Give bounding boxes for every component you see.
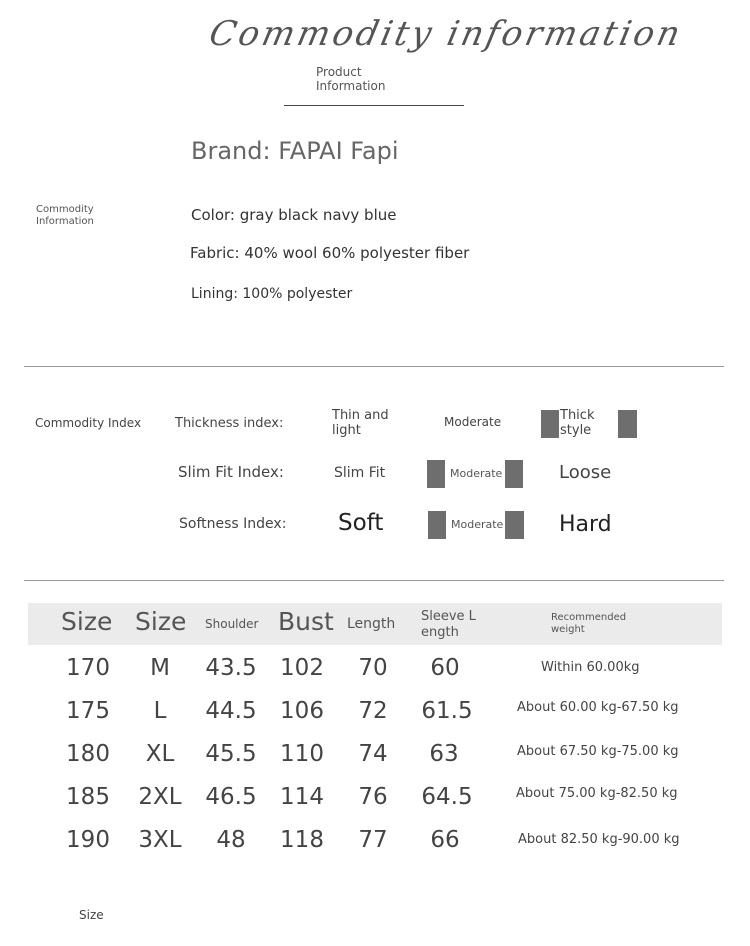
header-sleeve-length: Sleeve L ength <box>421 609 476 640</box>
cell-shoulder: 44.5 <box>205 698 257 724</box>
section-divider <box>24 580 724 581</box>
thickness-low: Thin and light <box>332 408 389 438</box>
subtitle: Product Information <box>316 65 386 93</box>
softness-mid: Moderate <box>451 518 504 531</box>
cell-length: 77 <box>358 827 388 853</box>
thickness-mid: Moderate <box>444 415 502 429</box>
cell-height: 190 <box>66 827 110 853</box>
cell-weight: About 67.50 kg-75.00 kg <box>517 744 679 759</box>
cell-weight: Within 60.00kg <box>541 660 640 675</box>
cell-weight: About 75.00 kg-82.50 kg <box>516 786 678 801</box>
cell-shoulder: 45.5 <box>205 741 257 767</box>
softness-label: Softness Index: <box>179 516 287 532</box>
cell-size: XL <box>145 741 175 767</box>
script-title: Commodity information <box>205 14 687 54</box>
thickness-marker-left <box>541 410 559 438</box>
header-size: Size <box>61 607 113 636</box>
softness-low: Soft <box>338 510 384 536</box>
cell-height: 180 <box>66 741 110 767</box>
footer-size-label: Size <box>79 908 104 922</box>
cell-length: 72 <box>358 698 388 724</box>
fit-high: Loose <box>559 462 612 483</box>
fit-low: Slim Fit <box>334 465 386 481</box>
cell-sleeve: 64.5 <box>421 784 473 810</box>
softness-marker-right <box>505 511 524 539</box>
fit-marker-right <box>505 460 523 488</box>
cell-sleeve: 61.5 <box>421 698 473 724</box>
brand-line: Brand: FAPAI Fapi <box>191 137 399 165</box>
index-section-label: Commodity Index <box>35 416 142 430</box>
cell-shoulder: 43.5 <box>205 655 257 681</box>
thickness-label: Thickness index: <box>175 416 284 431</box>
cell-size: 2XL <box>138 784 182 810</box>
fabric-line: Fabric: 40% wool 60% polyester fiber <box>190 244 470 262</box>
cell-bust: 118 <box>280 827 324 853</box>
cell-bust: 102 <box>280 655 324 681</box>
fit-label: Slim Fit Index: <box>178 463 284 481</box>
cell-sleeve: 63 <box>429 741 459 767</box>
title-underline <box>284 105 464 106</box>
header-bust: Bust <box>278 607 334 636</box>
section-divider <box>24 366 724 367</box>
cell-height: 170 <box>66 655 110 681</box>
fit-marker-left <box>427 460 445 488</box>
cell-bust: 114 <box>280 784 324 810</box>
cell-sleeve: 66 <box>430 827 460 853</box>
cell-weight: About 82.50 kg-90.00 kg <box>518 832 680 847</box>
cell-weight: About 60.00 kg-67.50 kg <box>517 700 679 715</box>
color-line: Color: gray black navy blue <box>191 206 397 224</box>
cell-size: L <box>153 698 167 724</box>
softness-high: Hard <box>559 512 612 537</box>
cell-size: M <box>150 655 170 681</box>
header-shoulder: Shoulder <box>205 617 259 631</box>
cell-height: 185 <box>66 784 110 810</box>
cell-shoulder: 46.5 <box>205 784 257 810</box>
header-recommended-weight: Recommended weight <box>551 612 627 635</box>
cell-sleeve: 60 <box>430 655 460 681</box>
softness-marker-left <box>428 511 446 539</box>
header-length: Length <box>347 616 396 632</box>
thickness-marker-right <box>618 410 637 438</box>
cell-bust: 110 <box>280 741 324 767</box>
thickness-high: Thick style <box>560 408 595 438</box>
fit-mid: Moderate <box>450 467 503 480</box>
cell-bust: 106 <box>280 698 324 724</box>
lining-line: Lining: 100% polyester <box>191 286 353 302</box>
info-side-label: Commodity Information <box>36 204 94 227</box>
cell-length: 70 <box>358 655 388 681</box>
cell-height: 175 <box>66 698 110 724</box>
cell-shoulder: 48 <box>216 827 246 853</box>
cell-length: 76 <box>358 784 388 810</box>
cell-size: 3XL <box>138 827 182 853</box>
cell-length: 74 <box>358 741 388 767</box>
header-size-letter: Size <box>135 607 187 636</box>
